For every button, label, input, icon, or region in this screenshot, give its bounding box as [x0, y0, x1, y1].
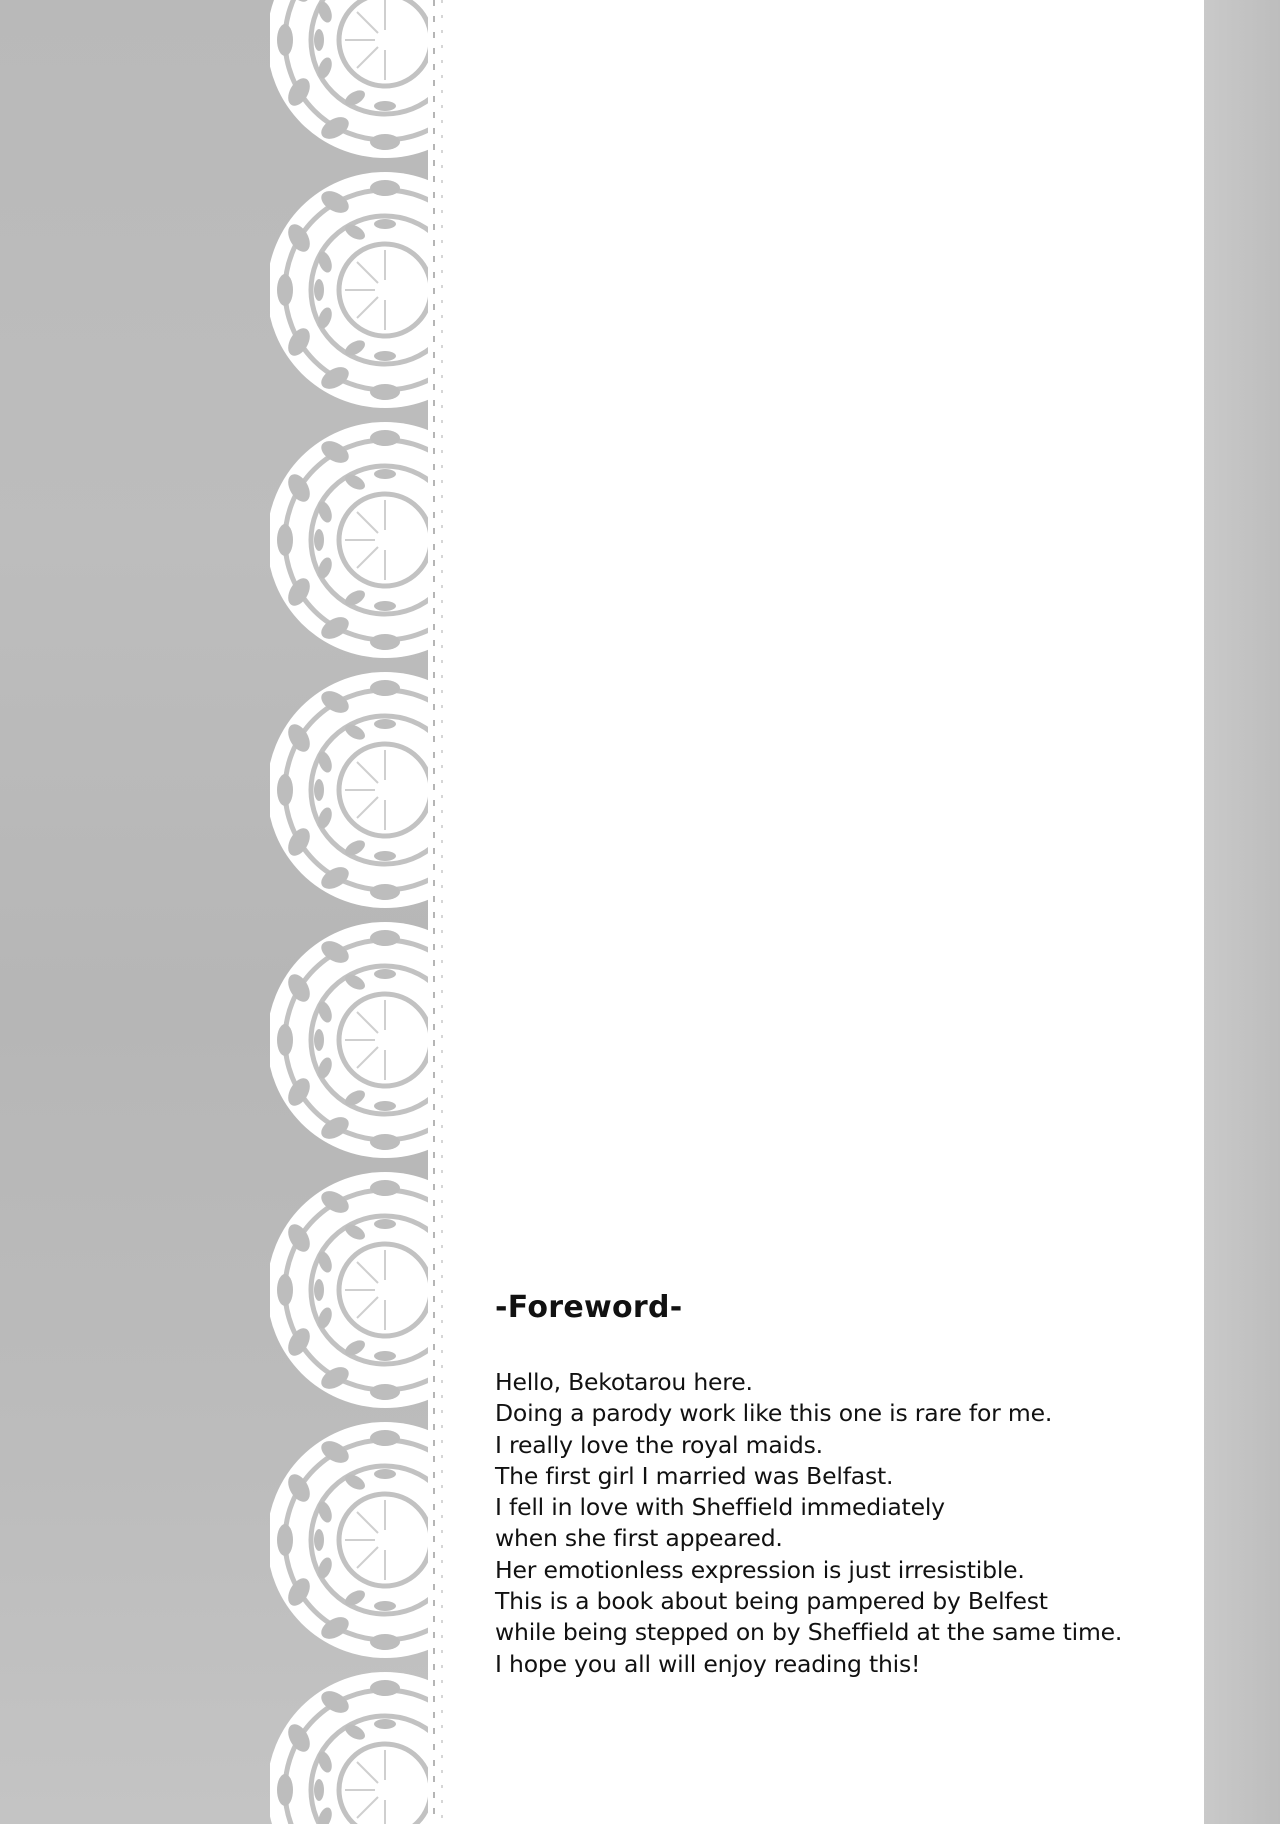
foreword-line: This is a book about being pampered by Belfest	[495, 1587, 1048, 1616]
foreword-line: I really love the royal maids.	[495, 1430, 823, 1459]
foreword-line: Her emotionless expression is just irresistible.	[495, 1555, 1025, 1584]
foreword-line: when she first appeared.	[495, 1524, 783, 1553]
lace-border-decoration	[270, 0, 460, 1824]
foreword-line: Hello, Bekotarou here.	[495, 1368, 753, 1396]
foreword-body	[495, 1367, 1195, 1680]
foreword-title: -Foreword-	[495, 1290, 683, 1325]
foreword-line: I hope you all will enjoy reading this!	[495, 1649, 921, 1678]
foreword-line: while being stepped on by Sheffield at the same time.	[495, 1618, 1123, 1647]
gray-background-right	[1204, 0, 1280, 1824]
foreword-line: The first girl I married was Belfast.	[495, 1461, 894, 1490]
foreword-line: I fell in love with Sheffield immediately	[495, 1493, 945, 1522]
foreword-section	[495, 1290, 1195, 1680]
foreword-line: Doing a parody work like this one is rare for me.	[495, 1399, 1053, 1428]
